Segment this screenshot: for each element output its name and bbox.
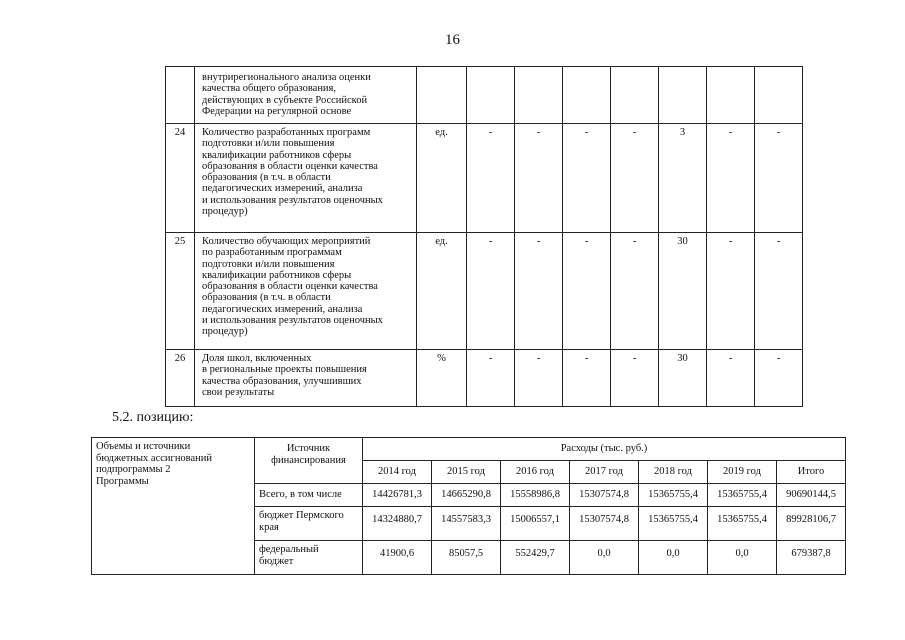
indicator-name-cell: Количество разработанных программ подготовки и/или повышения квалификации работников сферы образования в области оценки качества образования (в т.ч. в области педагогических измерений, анализа и использования результатов оценочных процедур) (195, 124, 417, 233)
amount-cell: 679387,8 (777, 541, 846, 575)
value-cell: - (515, 350, 563, 407)
year-header-cell: 2019 год (708, 461, 777, 484)
table-header-row (92, 438, 846, 461)
value-cell: - (467, 124, 515, 233)
amount-cell: 15307574,8 (570, 484, 639, 507)
value-cell: - (755, 124, 803, 233)
amount-cell: 89928106,7 (777, 507, 846, 541)
amount-cell: 14426781,3 (363, 484, 432, 507)
indicators-table (165, 66, 803, 407)
value-cell: - (467, 233, 515, 350)
row-number-cell (166, 67, 195, 124)
expenses-header-cell: Расходы (тыс. руб.) (363, 438, 846, 461)
value-cell: 30 (659, 350, 707, 407)
value-cell: - (611, 350, 659, 407)
source-cell: Всего, в том числе (255, 484, 363, 507)
value-cell (707, 67, 755, 124)
value-cell: - (611, 124, 659, 233)
value-cell (467, 67, 515, 124)
amount-cell: 15558986,8 (501, 484, 570, 507)
amount-cell: 15307574,8 (570, 507, 639, 541)
amount-cell: 15365755,4 (708, 507, 777, 541)
amount-cell: 85057,5 (432, 541, 501, 575)
value-cell: - (467, 350, 515, 407)
row-number-cell: 25 (166, 233, 195, 350)
value-cell: - (515, 233, 563, 350)
unit-cell: ед. (417, 233, 467, 350)
table-row (166, 233, 803, 350)
value-cell: - (707, 124, 755, 233)
amount-cell: 41900,6 (363, 541, 432, 575)
value-cell: - (611, 233, 659, 350)
funding-label-cell: Объемы и источники бюджетных ассигнований подпрограммы 2 Программы (92, 438, 255, 575)
funding-table (91, 437, 846, 575)
amount-cell: 90690144,5 (777, 484, 846, 507)
amount-cell: 15365755,4 (639, 507, 708, 541)
page-number: 16 (445, 32, 460, 48)
year-header-cell: 2018 год (639, 461, 708, 484)
table-row (166, 67, 803, 124)
value-cell: - (515, 124, 563, 233)
amount-cell: 15006557,1 (501, 507, 570, 541)
value-cell (515, 67, 563, 124)
amount-cell: 552429,7 (501, 541, 570, 575)
value-cell: - (707, 350, 755, 407)
value-cell: - (563, 124, 611, 233)
source-header-cell: Источник финансирования (255, 438, 363, 484)
amount-cell: 14557583,3 (432, 507, 501, 541)
source-cell: федеральный бюджет (255, 541, 363, 575)
value-cell: 3 (659, 124, 707, 233)
value-cell (659, 67, 707, 124)
row-number-cell: 26 (166, 350, 195, 407)
value-cell: - (707, 233, 755, 350)
table-row (166, 350, 803, 407)
source-cell: бюджет Пермского края (255, 507, 363, 541)
indicator-name-cell: внутрирегионального анализа оценки качества общего образования, действующих в субъекте Российской Федерации на регулярной основе (195, 67, 417, 124)
year-header-cell: 2017 год (570, 461, 639, 484)
value-cell: 30 (659, 233, 707, 350)
section-heading: 5.2. позицию: (112, 410, 194, 425)
amount-cell: 0,0 (708, 541, 777, 575)
table-row (166, 124, 803, 233)
indicator-name-cell: Доля школ, включенных в региональные проекты повышения качества образования, улучшивших свои результаты (195, 350, 417, 407)
amount-cell: 0,0 (639, 541, 708, 575)
amount-cell: 15365755,4 (708, 484, 777, 507)
amount-cell: 14665290,8 (432, 484, 501, 507)
value-cell (755, 67, 803, 124)
unit-cell (417, 67, 467, 124)
value-cell: - (563, 350, 611, 407)
amount-cell: 14324880,7 (363, 507, 432, 541)
year-header-cell: 2014 год (363, 461, 432, 484)
total-header-cell: Итого (777, 461, 846, 484)
row-number-cell: 24 (166, 124, 195, 233)
amount-cell: 15365755,4 (639, 484, 708, 507)
amount-cell: 0,0 (570, 541, 639, 575)
value-cell: - (563, 233, 611, 350)
value-cell: - (755, 350, 803, 407)
value-cell (563, 67, 611, 124)
unit-cell: ед. (417, 124, 467, 233)
value-cell: - (755, 233, 803, 350)
year-header-cell: 2015 год (432, 461, 501, 484)
unit-cell: % (417, 350, 467, 407)
indicator-name-cell: Количество обучающих мероприятий по разработанным программам подготовки и/или повышения квалификации работников сферы образования в области оценки качества образования (в т.ч. в области педагогических измерений, анализа и использования результатов оценочных процедур) (195, 233, 417, 350)
year-header-cell: 2016 год (501, 461, 570, 484)
value-cell (611, 67, 659, 124)
